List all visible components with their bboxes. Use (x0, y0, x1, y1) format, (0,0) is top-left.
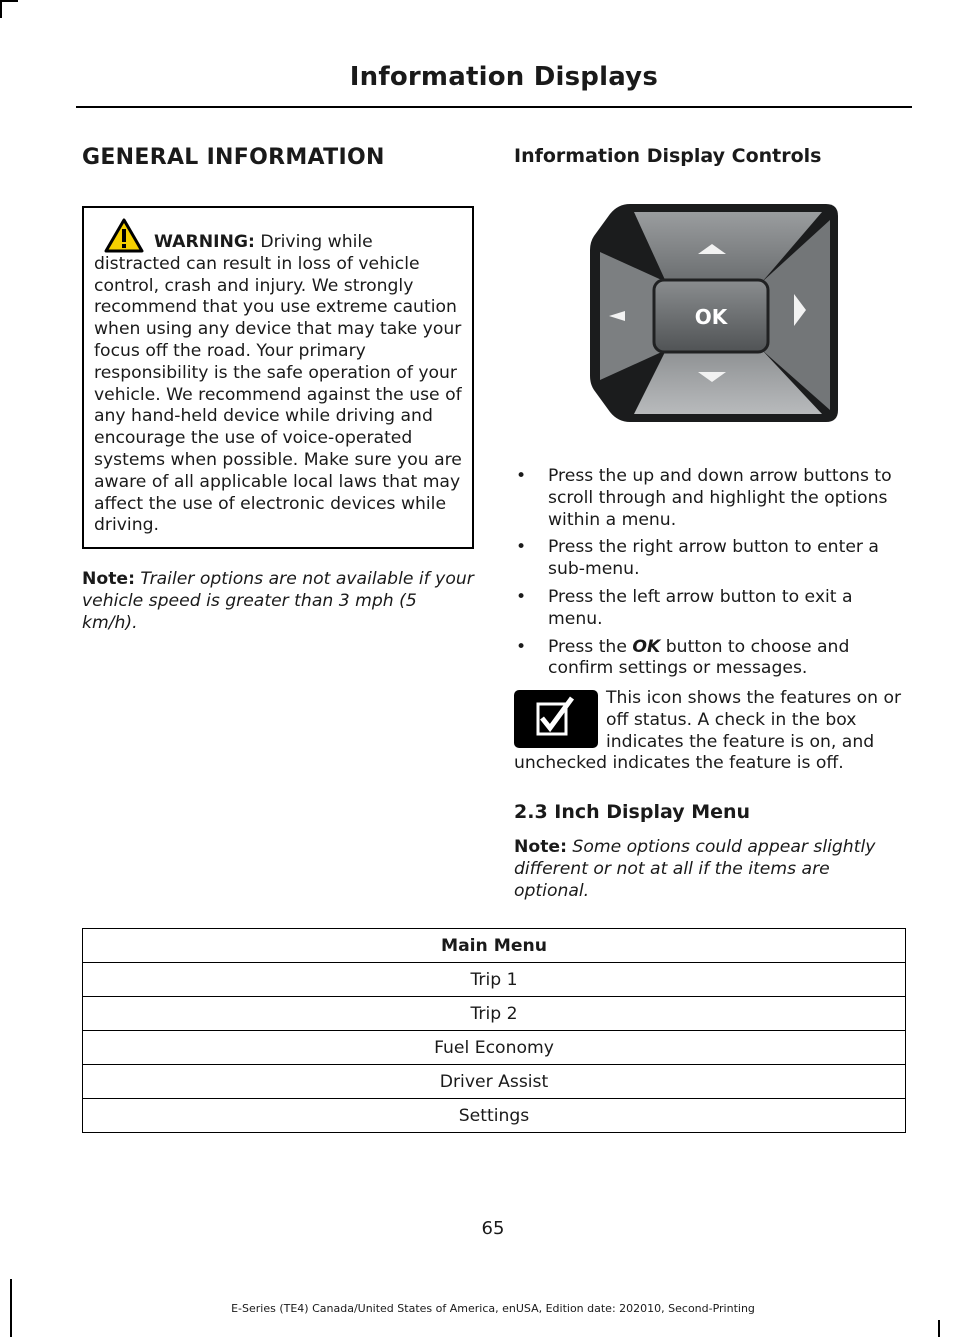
warning-label: WARNING: (154, 232, 255, 252)
display-controls-dpad-image (590, 200, 840, 426)
page-footer: E-Series (TE4) Canada/United States of America, enUSA, Edition date: 202010, Second-Printing (231, 1302, 755, 1315)
table-header-row (83, 929, 906, 963)
table-cell: Settings (83, 1099, 906, 1133)
ok-keyword: OK (632, 636, 661, 657)
table-row (83, 1031, 906, 1065)
list-item-text: Press the left arrow button to exit a menu. (548, 586, 853, 629)
right-column (514, 145, 912, 167)
table-cell: Fuel Economy (83, 1031, 906, 1065)
page-header-title: Information Displays (349, 62, 658, 92)
table-header: Main Menu (83, 929, 906, 963)
section-heading: GENERAL INFORMATION (82, 145, 385, 170)
display-menu-note (514, 837, 910, 902)
main-menu-table (82, 928, 906, 1133)
list-item-text: button to choose and confirm settings or messages. (548, 636, 850, 679)
table-cell: Trip 1 (83, 963, 906, 997)
list-item-text: Press the right arrow button to enter a sub-menu. (548, 537, 879, 580)
note-text: Some options could appear slightly different or not at all if the items are optional. (514, 837, 876, 901)
list-item (514, 537, 912, 581)
ok-button-label: OK (694, 305, 728, 329)
note-text: Trailer options are not available if your vehicle speed is greater than 3 mph (5 km/h). (82, 569, 474, 633)
crop-mark (938, 1320, 940, 1337)
warning-box (82, 206, 474, 549)
bullet-glyph: • (516, 537, 527, 558)
section-heading-controls: Information Display Controls (514, 145, 822, 167)
float-spacer (514, 688, 606, 752)
table-row (83, 997, 906, 1031)
table-row (83, 1065, 906, 1099)
table-row (83, 1099, 906, 1133)
table-row (83, 963, 906, 997)
warning-triangle-icon (104, 218, 144, 254)
page-number: 65 (481, 1218, 505, 1239)
warning-text: Driving while distracted can result in loss of vehicle control, crash and injury. We strongly recommend that you use extreme caution when using any device that may take your focus off the road. Your primary responsibility is the safe operation of your vehicle. We recommend against the use of any hand-held device while driving and encourage the use of voice-operated systems when possible. Make sure you are aware of all applicable local laws that may affect the use of electronic devices while driving. (94, 232, 462, 536)
bullet-glyph: • (516, 586, 527, 607)
check-icon-text: This icon shows the features on or off status. A check in the box indicates the feature is on, and unchecked indicates the feature is off. (514, 688, 902, 774)
list-item (514, 637, 912, 681)
list-item-text: Press the up and down arrow buttons to scroll through and highlight the options within a menu. (548, 466, 892, 530)
left-column (82, 145, 474, 635)
header-divider (76, 106, 912, 108)
note (82, 569, 474, 634)
crop-mark (0, 0, 18, 2)
controls-bullet-list (514, 466, 912, 686)
note-label: Note: (82, 569, 135, 590)
list-item-text: Press the (548, 636, 633, 657)
list-item (514, 587, 912, 631)
section-heading-display-menu: 2.3 Inch Display Menu (514, 801, 751, 823)
table-cell: Driver Assist (83, 1065, 906, 1099)
check-icon-description (514, 688, 912, 775)
note-label: Note: (514, 837, 567, 857)
crop-mark (0, 0, 2, 18)
list-item (514, 466, 912, 531)
bullet-glyph: • (516, 636, 527, 657)
table-cell: Trip 2 (83, 997, 906, 1031)
bullet-glyph: • (516, 466, 527, 486)
